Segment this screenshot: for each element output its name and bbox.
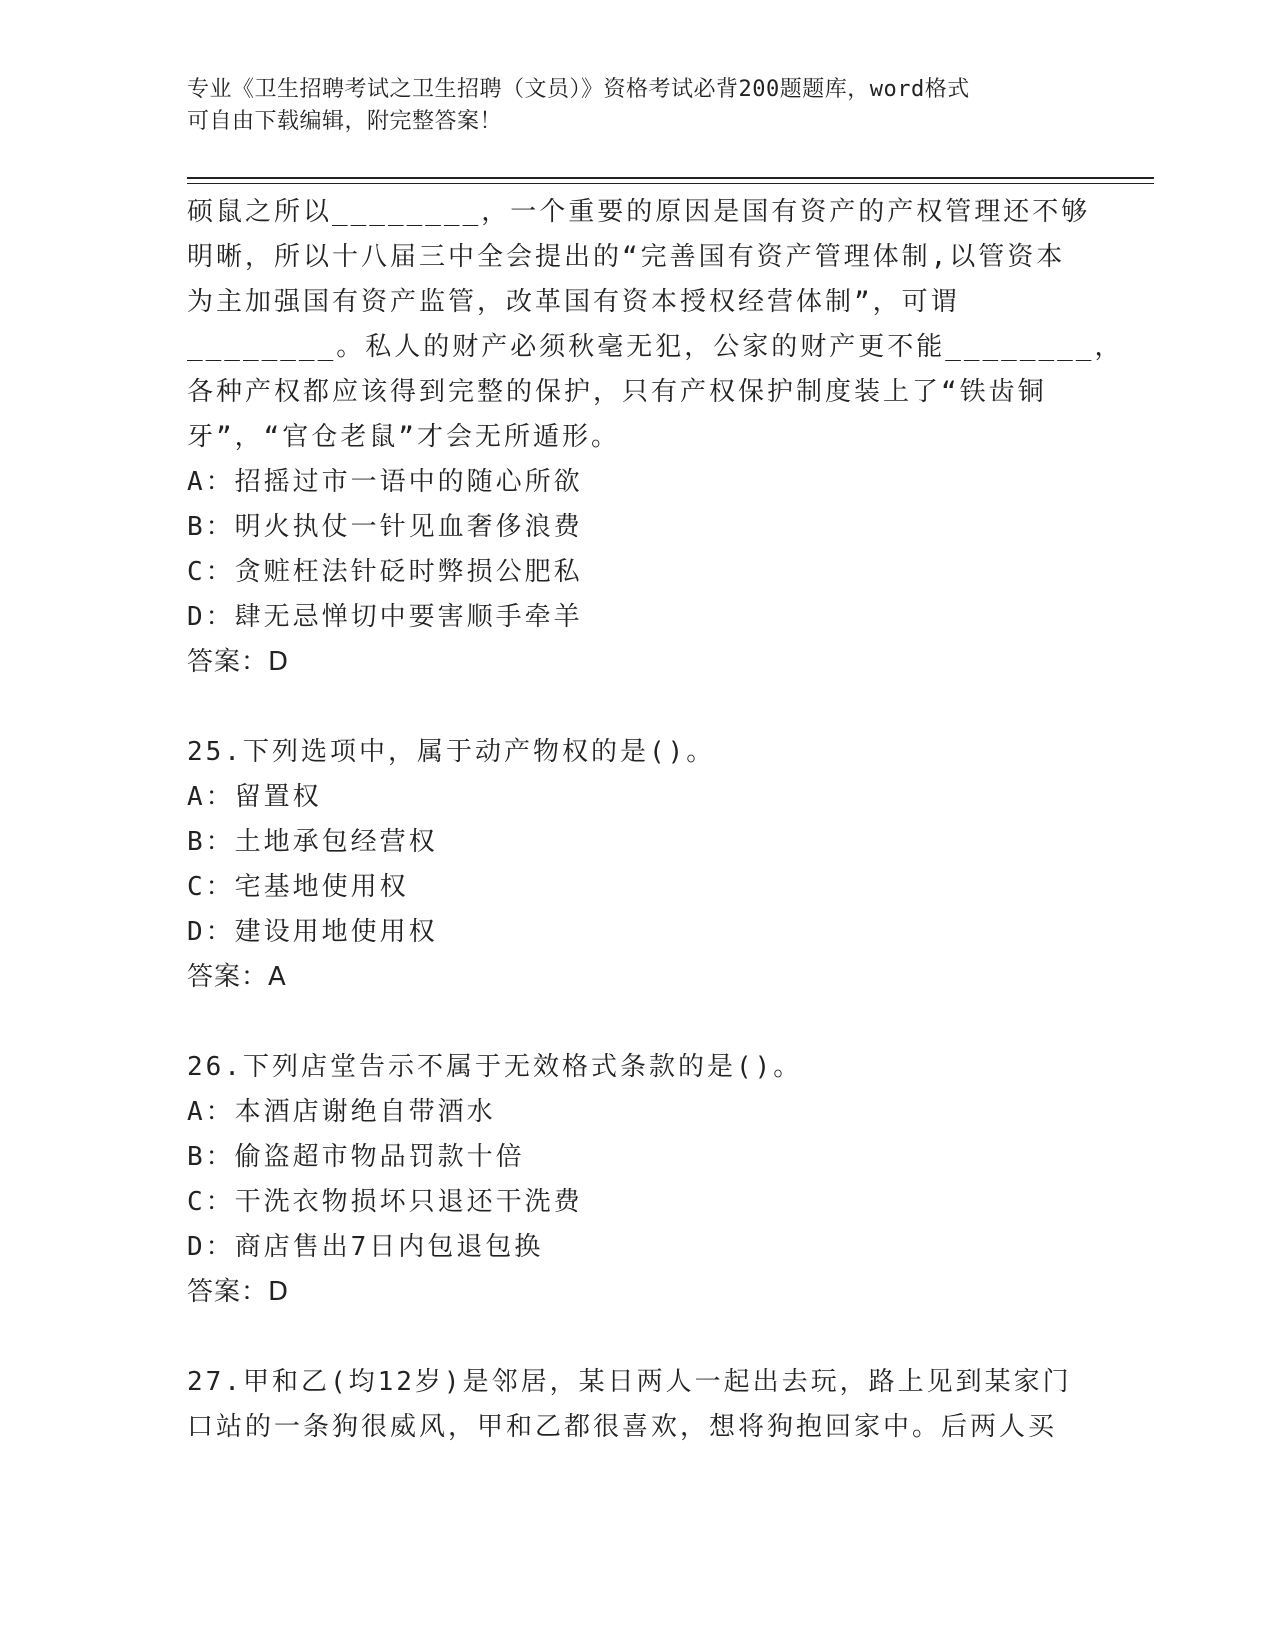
- header-title-line-2: 可自由下载编辑，附完整答案！: [187, 109, 503, 134]
- question-25: [187, 730, 1087, 1000]
- passage-line: ________。私人的财产必须秋毫无犯，公家的财产更不能________，: [187, 332, 1124, 362]
- answer-line: 答案：D: [187, 647, 290, 677]
- question-stem: [187, 1360, 1087, 1405]
- option-a: A：本酒店谢绝自带酒水: [187, 1097, 496, 1127]
- question-text-continued: 口站的一条狗很威风，甲和乙都很喜欢，想将狗抱回家中。后两人买: [187, 1412, 1058, 1442]
- passage-line: 牙”，“官仓老鼠”才会无所遁形。: [187, 422, 620, 452]
- question-26: [187, 1045, 1087, 1315]
- passage-line: 为主加强国有资产监管，改革国有资本授权经营体制”，可谓: [187, 287, 960, 317]
- question-text: 下列店堂告示不属于无效格式条款的是()。: [242, 1052, 803, 1082]
- passage-line: 硕鼠之所以________，一个重要的原因是国有资产的产权管理还不够: [187, 197, 1091, 227]
- document-body: [187, 190, 1124, 1450]
- question-number: 25.: [187, 737, 243, 767]
- question-stem: [187, 1045, 1087, 1090]
- option-d: D：商店售出7日内包退包换: [187, 1232, 544, 1262]
- option-b: B：偷盗超市物品罚款十倍: [187, 1142, 525, 1172]
- option-a: A：留置权: [187, 782, 322, 812]
- answer-line: 答案：A: [187, 962, 287, 992]
- question-text: 下列选项中，属于动产物权的是()。: [242, 737, 716, 767]
- option-d: D：建设用地使用权: [187, 917, 438, 947]
- question-text: 甲和乙(均12岁)是邻居，某日两人一起出去玩，路上见到某家门: [242, 1367, 1072, 1397]
- passage-line: 明晰，所以十八届三中全会提出的“完善国有资产管理体制,以管资本: [187, 242, 1066, 272]
- option-c: C：贪赃枉法针砭时弊损公肥私: [187, 557, 583, 587]
- passage-line: 各种产权都应该得到完整的保护，只有产权保护制度装上了“铁齿铜: [187, 377, 1047, 407]
- question-24: [187, 190, 1124, 685]
- option-a: A：招摇过市一语中的随心所欲: [187, 467, 583, 497]
- question-number: 27.: [187, 1367, 243, 1397]
- option-c: C：干洗衣物损坏只退还干洗费: [187, 1187, 583, 1217]
- option-b: B：土地承包经营权: [187, 827, 438, 857]
- option-d: D：肆无忌惮切中要害顺手牵羊: [187, 602, 583, 632]
- header-title-line-1: 专业《卫生招聘考试之卫生招聘（文员）》资格考试必背200题题库，word格式: [187, 77, 970, 102]
- question-27: [187, 1360, 1087, 1450]
- option-c: C：宅基地使用权: [187, 872, 409, 902]
- spacer: [187, 1315, 1087, 1360]
- spacer: [187, 685, 1087, 730]
- question-stem: [187, 730, 1087, 775]
- header-divider-thick: [187, 177, 1154, 179]
- document-header: [187, 74, 1087, 138]
- answer-line: 答案：D: [187, 1277, 290, 1307]
- header-divider-thin: [187, 183, 1154, 184]
- option-b: B：明火执仗一针见血奢侈浪费: [187, 512, 583, 542]
- spacer: [187, 1000, 1087, 1045]
- question-number: 26.: [187, 1052, 243, 1082]
